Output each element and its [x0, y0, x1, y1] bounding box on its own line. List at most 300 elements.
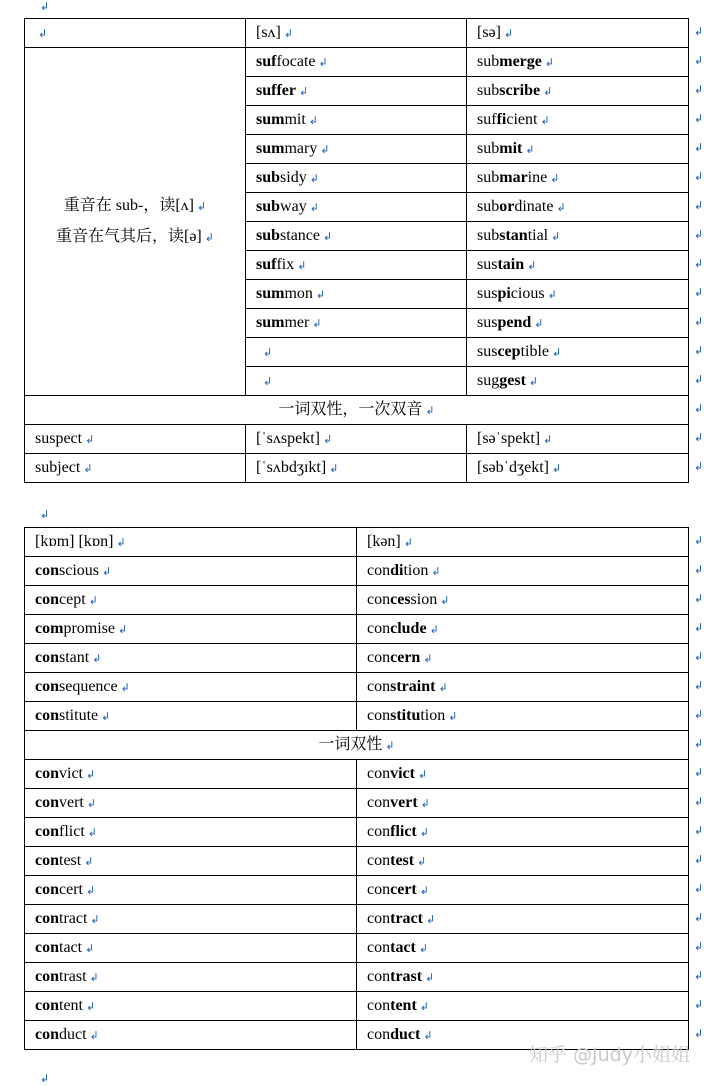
- table-row: [25, 905, 689, 934]
- cell-end-mark: ↲: [551, 461, 562, 475]
- stressed-syllable: tent: [390, 996, 417, 1014]
- word-cell-kɒn: [25, 557, 357, 586]
- syllable: sequence: [59, 677, 118, 695]
- stressed-syllable: tract: [390, 909, 423, 927]
- syllable: con: [367, 590, 391, 608]
- syllable: con: [367, 880, 391, 898]
- syllable: sus: [477, 313, 498, 331]
- word-cell-noun: [25, 789, 357, 818]
- word-cell-sʌ: [246, 280, 467, 309]
- stressed-syllable: cert: [390, 880, 417, 898]
- cell-end-mark: ↲: [204, 230, 214, 244]
- syllable: scious: [59, 561, 99, 579]
- stressed-syllable: vict: [390, 764, 415, 782]
- syllable: ine: [527, 168, 548, 186]
- syllable: tract: [59, 909, 88, 927]
- con-pronunciation-table: [24, 527, 689, 1050]
- syllable: con: [367, 619, 391, 637]
- stressed-syllable: scribe: [499, 81, 541, 99]
- cell-end-mark: ↲: [322, 432, 333, 446]
- section-heading: [25, 731, 689, 760]
- row-end-mark: ↲: [694, 256, 704, 270]
- stressed-syllable: con: [35, 996, 59, 1014]
- table-header-row: [25, 528, 689, 557]
- stressed-syllable: vert: [390, 793, 418, 811]
- cell-end-mark: ↲: [528, 374, 539, 388]
- cell-end-mark: ↲: [83, 461, 93, 475]
- syllable: tion: [403, 561, 429, 579]
- syllable: trast: [59, 967, 87, 985]
- syllable: stitute: [59, 706, 99, 724]
- section-row: [25, 396, 689, 425]
- stressed-syllable: con: [35, 677, 59, 695]
- cell-end-mark: ↲: [417, 854, 427, 868]
- stressed-syllable: com: [35, 619, 64, 637]
- syllable: promise: [63, 619, 115, 637]
- stressed-syllable: di: [390, 561, 404, 579]
- row-end-mark: ↲: [694, 169, 704, 183]
- header-cell: [467, 19, 689, 48]
- watermark: 知乎 @Judy小姐姐: [529, 1044, 690, 1066]
- header-cell: [25, 19, 246, 48]
- cell-end-mark: ↲: [86, 796, 97, 810]
- cell-end-mark: ↲: [403, 535, 413, 549]
- stressed-syllable: con: [35, 590, 59, 608]
- row-end-mark: ↲: [694, 372, 704, 386]
- syllable: test: [59, 851, 82, 869]
- row-end-mark: ↲: [694, 649, 704, 663]
- table-row: [25, 992, 689, 1021]
- word-cell-sʌ: [246, 77, 467, 106]
- word-cell-kən: [357, 702, 689, 731]
- syllable: mer: [284, 313, 310, 331]
- cell-end-mark: ↲: [263, 374, 273, 388]
- cell-end-mark: ↲: [90, 912, 100, 926]
- row-end-mark: ↲: [694, 997, 704, 1011]
- stressed-syllable: trast: [390, 967, 423, 985]
- verb-pronunciation-cell: [467, 454, 689, 483]
- verb-pronunciation-cell-text: [səˈspekt]: [477, 429, 541, 447]
- stressed-syllable: con: [35, 706, 59, 724]
- table-row: [25, 818, 689, 847]
- cell-end-mark: ↲: [419, 999, 429, 1013]
- cell-end-mark: ↲: [418, 941, 429, 955]
- word-cell-noun: [25, 992, 357, 1021]
- cell-end-mark: ↲: [552, 345, 562, 359]
- cell-end-mark: ↲: [525, 142, 535, 156]
- cell-end-mark: ↲: [308, 113, 319, 127]
- stressed-syllable: straint: [390, 677, 436, 695]
- word-cell-sʌ: [246, 106, 467, 135]
- syllable: sus: [477, 342, 498, 360]
- word-cell-verb: [357, 905, 689, 934]
- cell-end-mark: ↲: [425, 912, 436, 926]
- cell-end-mark: ↲: [423, 651, 433, 665]
- cell-end-mark: ↲: [423, 1028, 433, 1042]
- stressed-syllable: con: [35, 851, 59, 869]
- word-cell-sʌ: [246, 135, 467, 164]
- syllable: sug: [477, 371, 500, 389]
- stressed-syllable: sum: [256, 110, 285, 128]
- table-row: [25, 876, 689, 905]
- cell-end-mark: ↲: [318, 55, 328, 69]
- cell-end-mark: ↲: [543, 84, 553, 98]
- stressed-syllable: flict: [390, 822, 417, 840]
- verb-pronunciation-cell-text: [səbˈdʒekt]: [477, 458, 549, 476]
- word-cell-verb: [357, 992, 689, 1021]
- syllable: sidy: [280, 168, 307, 186]
- cell-end-mark: ↲: [197, 199, 207, 213]
- stressed-syllable: test: [390, 851, 415, 869]
- syllable: mary: [284, 139, 318, 157]
- table-row: [25, 673, 689, 702]
- stressed-syllable: con: [35, 822, 59, 840]
- syllable: cient: [506, 110, 538, 128]
- row-end-mark: ↲: [694, 968, 704, 982]
- cell-end-mark: ↲: [417, 767, 428, 781]
- row-end-mark: ↲: [694, 343, 704, 357]
- cell-end-mark: ↲: [438, 680, 448, 694]
- stressed-syllable: pi: [497, 284, 511, 302]
- syllable: con: [367, 793, 391, 811]
- row-end-mark: ↲: [694, 533, 704, 547]
- row-end-mark: ↲: [694, 678, 704, 692]
- word-cell-sʌ: [246, 338, 467, 367]
- syllable: suf: [477, 110, 497, 128]
- cell-end-mark: ↲: [89, 1028, 99, 1042]
- cell-end-mark: ↲: [551, 229, 561, 243]
- table-row: [25, 586, 689, 615]
- header-cell: [246, 19, 467, 48]
- stressed-syllable: gest: [499, 371, 526, 389]
- cell-end-mark: ↲: [120, 680, 130, 694]
- table-row: [25, 702, 689, 731]
- syllable: flict: [59, 822, 85, 840]
- syllable: tion: [420, 706, 446, 724]
- syllable: tent: [59, 996, 83, 1014]
- stressed-syllable: con: [35, 764, 59, 782]
- syllable: con: [367, 561, 391, 579]
- syllable: cious: [510, 284, 545, 302]
- syllable: fix: [276, 255, 295, 273]
- word-cell-sə: [467, 106, 689, 135]
- word-cell-text: subject: [35, 458, 81, 476]
- cell-end-mark: ↲: [503, 26, 514, 40]
- row-end-mark: ↲: [694, 881, 704, 895]
- table-row: [25, 789, 689, 818]
- table-row: [25, 644, 689, 673]
- word-cell-kən: [357, 644, 689, 673]
- noun-pronunciation-cell-text: [ˈsʌspekt]: [256, 429, 320, 447]
- word-cell-sə: [467, 309, 689, 338]
- stressed-syllable: sum: [256, 139, 285, 157]
- cell-end-mark: ↲: [431, 564, 441, 578]
- header-cell-text: [kɒm] [kɒn]: [35, 532, 114, 550]
- row-end-mark: ↲: [694, 227, 704, 241]
- word-cell-sʌ: [246, 193, 467, 222]
- syllable: sus: [477, 255, 498, 273]
- word-cell-sʌ: [246, 222, 467, 251]
- row-end-mark: ↲: [694, 765, 704, 779]
- cell-end-mark: ↲: [38, 26, 48, 40]
- syllable: sub: [477, 197, 500, 215]
- table-row: [25, 847, 689, 876]
- word-cell-sə: [467, 280, 689, 309]
- syllable: stance: [280, 226, 321, 244]
- verb-pronunciation-cell: [467, 425, 689, 454]
- table-row: [25, 760, 689, 789]
- cell-end-mark: ↲: [440, 593, 450, 607]
- cell-end-mark: ↲: [116, 535, 126, 549]
- word-cell-verb: [357, 789, 689, 818]
- section-heading: [25, 396, 689, 425]
- word-cell-sʌ: [246, 367, 467, 396]
- stress-rule-line: 重音在 sub-，读[ʌ] ↲: [63, 196, 207, 214]
- header-cell-text: [sʌ]: [256, 23, 281, 41]
- stressed-syllable: sum: [256, 284, 285, 302]
- word-cell-kən: [357, 615, 689, 644]
- cell-end-mark: ↲: [547, 287, 557, 301]
- cell-end-mark: ↲: [419, 825, 429, 839]
- cell-end-mark: ↲: [102, 564, 112, 578]
- row-end-mark: ↲: [694, 1026, 704, 1040]
- cell-end-mark: ↲: [84, 854, 94, 868]
- row-end-mark: ↲: [694, 794, 704, 808]
- row-end-mark: ↲: [694, 111, 704, 125]
- word-cell-kɒn: [25, 615, 357, 644]
- stressed-syllable: cep: [497, 342, 521, 360]
- cell-end-mark: ↲: [89, 970, 99, 984]
- syllable: vict: [59, 764, 83, 782]
- row-end-mark: ↲: [694, 823, 704, 837]
- syllable: cept: [59, 590, 86, 608]
- noun-pronunciation-cell: [246, 425, 467, 454]
- stressed-syllable: tain: [497, 255, 525, 273]
- cell-end-mark: ↲: [534, 316, 544, 330]
- stressed-syllable: con: [35, 938, 59, 956]
- word-cell-sʌ: [246, 251, 467, 280]
- cell-end-mark: ↲: [556, 200, 566, 214]
- cell-end-mark: ↲: [448, 709, 458, 723]
- cell-end-mark: ↲: [88, 593, 98, 607]
- sub-pronunciation-table: [24, 18, 689, 483]
- word-cell-verb: [357, 847, 689, 876]
- cell-end-mark: ↲: [527, 258, 537, 272]
- word-cell-kɒn: [25, 586, 357, 615]
- noun-pronunciation-cell: [246, 454, 467, 483]
- table-row: [25, 48, 689, 77]
- word-cell-sə: [467, 48, 689, 77]
- cell-end-mark: ↲: [312, 316, 322, 330]
- cell-end-mark: ↲: [309, 171, 319, 185]
- stressed-syllable: con: [35, 967, 59, 985]
- syllable: sion: [410, 590, 438, 608]
- stressed-syllable: sum: [256, 313, 285, 331]
- word-cell-kɒn: [25, 644, 357, 673]
- row-end-mark: ↲: [694, 53, 704, 67]
- word-cell-kɒn: [25, 673, 357, 702]
- syllable: con: [367, 967, 391, 985]
- word-cell-sə: [467, 135, 689, 164]
- row-end-mark: ↲: [694, 140, 704, 154]
- word-cell-kɒn: [25, 702, 357, 731]
- syllable: con: [367, 938, 391, 956]
- syllable: con: [367, 706, 391, 724]
- cell-end-mark: ↲: [85, 432, 95, 446]
- word-cell-verb: [357, 934, 689, 963]
- syllable: tact: [59, 938, 83, 956]
- row-end-mark: ↲: [694, 707, 704, 721]
- cell-end-mark: ↲: [540, 113, 550, 127]
- cell-end-mark: ↲: [101, 709, 111, 723]
- syllable: sub: [477, 139, 500, 157]
- stressed-syllable: sub: [256, 168, 281, 186]
- stressed-syllable: merge: [499, 52, 542, 70]
- syllable: duct: [59, 1025, 87, 1043]
- stressed-syllable: sub: [256, 226, 281, 244]
- syllable: stant: [59, 648, 90, 666]
- table-row: [25, 557, 689, 586]
- noun-pronunciation-cell-text: [ˈsʌbdʒɪkt]: [256, 458, 327, 476]
- syllable: sus: [477, 284, 498, 302]
- stressed-syllable: suffer: [256, 81, 296, 99]
- cell-end-mark: ↲: [263, 345, 273, 359]
- syllable: cert: [59, 880, 83, 898]
- row-end-mark: ↲: [694, 285, 704, 299]
- cell-end-mark: ↲: [86, 999, 96, 1013]
- cell-end-mark: ↲: [86, 767, 96, 781]
- table-row: [25, 934, 689, 963]
- cell-end-mark: ↲: [309, 200, 319, 214]
- stressed-syllable: mar: [499, 168, 528, 186]
- cell-end-mark: ↲: [425, 970, 435, 984]
- cell-end-mark: ↲: [87, 825, 97, 839]
- paragraph-mark: ↲: [40, 1072, 50, 1085]
- word-cell-sə: [467, 164, 689, 193]
- stressed-syllable: ces: [390, 590, 411, 608]
- cell-end-mark: ↲: [297, 258, 307, 272]
- word-cell-kən: [357, 557, 689, 586]
- word-cell-noun: [25, 934, 357, 963]
- stressed-syllable: mit: [499, 139, 523, 157]
- stressed-syllable: con: [35, 909, 59, 927]
- syllable: sub: [477, 81, 500, 99]
- stressed-syllable: suf: [256, 52, 277, 70]
- syllable: sub: [477, 168, 500, 186]
- syllable: con: [367, 1025, 391, 1043]
- word-cell-text: suspect: [35, 429, 83, 447]
- cell-end-mark: ↲: [85, 941, 95, 955]
- syllable: con: [367, 822, 391, 840]
- stress-rule-line: 重音在气其后，读[ə] ↲: [56, 227, 214, 245]
- word-cell-sə: [467, 367, 689, 396]
- cell-end-mark: ↲: [323, 229, 333, 243]
- cell-end-mark: ↲: [544, 55, 555, 69]
- header-cell: [25, 528, 357, 557]
- stressed-syllable: or: [499, 197, 515, 215]
- paragraph-mark: ↲: [40, 0, 50, 13]
- word-cell-sə: [467, 222, 689, 251]
- row-end-mark: ↲: [694, 430, 704, 444]
- cell-end-mark: ↲: [429, 622, 439, 636]
- word-cell: [25, 425, 246, 454]
- word-cell-noun: [25, 963, 357, 992]
- table-header-row: [25, 19, 689, 48]
- stressed-syllable: cern: [390, 648, 421, 666]
- word-cell-sə: [467, 193, 689, 222]
- row-end-mark: ↲: [694, 401, 704, 415]
- table-row: [25, 963, 689, 992]
- header-cell-text: [sə]: [477, 23, 501, 41]
- word-cell-sʌ: [246, 48, 467, 77]
- cell-end-mark: ↲: [420, 796, 430, 810]
- stressed-syllable: clude: [390, 619, 427, 637]
- word-cell-sʌ: [246, 309, 467, 338]
- word-cell-sə: [467, 77, 689, 106]
- word-cell-verb: [357, 760, 689, 789]
- row-end-mark: ↲: [694, 82, 704, 96]
- stressed-syllable: con: [35, 561, 59, 579]
- cell-end-mark: ↲: [283, 26, 294, 40]
- word-cell-noun: [25, 1021, 357, 1050]
- syllable: sub: [477, 226, 500, 244]
- syllable: mon: [284, 284, 313, 302]
- syllable: mit: [284, 110, 306, 128]
- header-cell-text: [kən]: [367, 532, 401, 550]
- syllable: con: [367, 677, 391, 695]
- syllable: tial: [527, 226, 549, 244]
- table-row: [25, 615, 689, 644]
- stressed-syllable: duct: [390, 1025, 421, 1043]
- stress-rule-cell: [25, 48, 246, 396]
- cell-end-mark: ↲: [543, 432, 553, 446]
- section-row: [25, 731, 689, 760]
- syllable: con: [367, 764, 391, 782]
- cell-end-mark: ↲: [85, 883, 96, 897]
- stressed-syllable: con: [35, 648, 59, 666]
- stressed-syllable: fi: [496, 110, 507, 128]
- word-cell-verb: [357, 876, 689, 905]
- stressed-syllable: pend: [497, 313, 532, 331]
- cell-end-mark: ↲: [315, 287, 326, 301]
- cell-end-mark: ↲: [385, 738, 395, 752]
- stressed-syllable: con: [35, 1025, 59, 1043]
- syllable: sub: [477, 52, 500, 70]
- header-cell: [357, 528, 689, 557]
- word-cell-noun: [25, 905, 357, 934]
- word-cell-sə: [467, 251, 689, 280]
- syllable: con: [367, 851, 391, 869]
- stressed-syllable: sub: [256, 197, 281, 215]
- word-cell-kən: [357, 586, 689, 615]
- section-heading-text: 一词双性，一次双音: [278, 400, 423, 418]
- table-row: [25, 454, 689, 483]
- syllable: con: [367, 909, 391, 927]
- row-end-mark: ↲: [694, 852, 704, 866]
- stressed-syllable: tact: [390, 938, 416, 956]
- word-cell: [25, 454, 246, 483]
- cell-end-mark: ↲: [298, 84, 309, 98]
- stressed-syllable: stitu: [390, 706, 421, 724]
- row-end-mark: ↲: [694, 591, 704, 605]
- row-end-mark: ↲: [694, 562, 704, 576]
- table-row: [25, 425, 689, 454]
- cell-end-mark: ↲: [329, 461, 339, 475]
- row-end-mark: ↲: [694, 910, 704, 924]
- paragraph-mark: ↲: [40, 508, 50, 521]
- row-end-mark: ↲: [694, 198, 704, 212]
- row-end-mark: ↲: [694, 24, 704, 38]
